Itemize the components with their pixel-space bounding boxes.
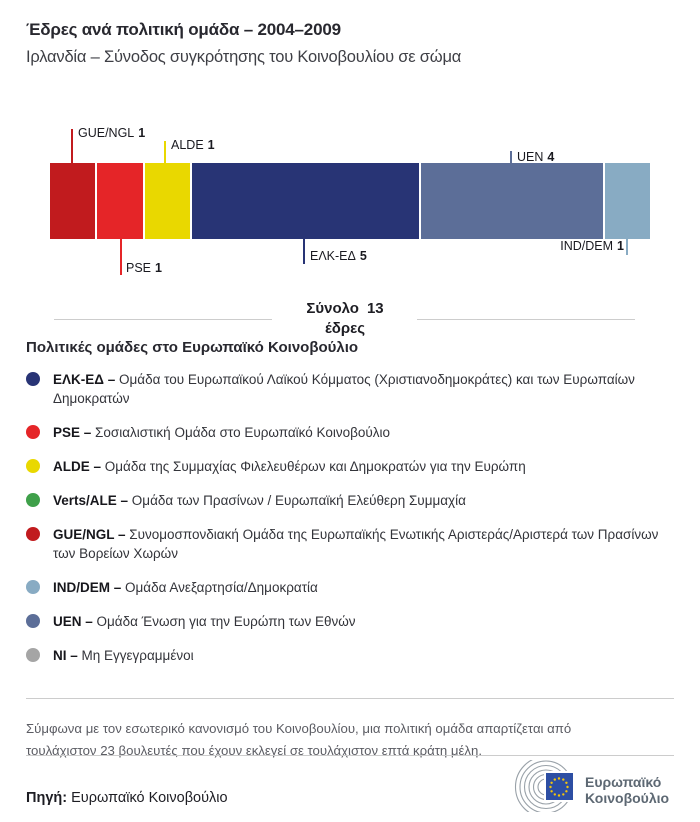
callout-label-uen: UEN 4: [517, 150, 555, 164]
legend-dot-icon: [26, 580, 40, 594]
seat-bar: [50, 163, 650, 239]
callout-tick-pse: [120, 239, 122, 275]
source-line: [26, 790, 228, 806]
legend-item: [26, 578, 666, 597]
legend-desc: Ομάδα της Συμμαχίας Φιλελευθέρων και Δημοκρατών για την Ευρώπη: [101, 459, 526, 474]
callout-label-alde: ALDE 1: [171, 138, 215, 152]
legend-desc: Ομάδα Ανεξαρτησία/Δημοκρατία: [121, 580, 318, 595]
legend-text: [53, 525, 659, 563]
bar-segment-1: [97, 163, 142, 239]
legend-dot-icon: [26, 527, 40, 541]
legend-dot-icon: [26, 648, 40, 662]
legend-code: PSE –: [53, 425, 92, 440]
page-title: Έδρες ανά πολιτική ομάδα – 2004–2009: [26, 20, 341, 39]
callout-label-gue-ngl: GUE/NGL 1: [78, 126, 146, 140]
legend-code: UEN –: [53, 614, 93, 629]
source-value: Ευρωπαϊκό Κοινοβούλιο: [71, 790, 228, 806]
legend-desc: Σοσιαλιστική Ομάδα στο Ευρωπαϊκό Κοινοβούλιο: [91, 425, 391, 440]
legend-text: [53, 646, 194, 665]
logo-text-line1: Ευρωπαϊκό: [585, 774, 662, 790]
legend-code: IND/DEM –: [53, 580, 122, 595]
total-divider-right: [417, 319, 635, 320]
legend-item: [26, 370, 666, 408]
legend-dot-icon: [26, 614, 40, 628]
legend-text: [53, 578, 318, 597]
callout-label-ind-dem: IND/DEM 1: [560, 239, 624, 253]
legend-desc: Συνομοσπονδιακή Ομάδα της Ευρωπαϊκής Ενωτικής Αριστεράς/Αριστερά των Πρασίνων των Βορείων Χωρών: [53, 527, 659, 561]
legend-item: [26, 423, 666, 442]
legend-code: NI –: [53, 648, 78, 663]
callout-label-pse: PSE 1: [126, 261, 162, 275]
footer-divider-top: [26, 698, 674, 699]
legend-text: [53, 457, 526, 476]
legend-item: [26, 457, 666, 476]
legend-code: ALDE –: [53, 459, 102, 474]
legend-list: [26, 370, 666, 680]
legend-item: [26, 491, 666, 510]
bar-segment-0: [50, 163, 95, 239]
callout-tick-ind-dem: [626, 239, 628, 255]
total-divider-left: [54, 319, 272, 320]
legend-dot-icon: [26, 459, 40, 473]
legend-code: GUE/NGL –: [53, 527, 126, 542]
legend-text: [53, 370, 659, 408]
european-parliament-logo: [508, 760, 673, 812]
callout-tick-gue-ngl: [71, 129, 73, 163]
logo-text-line2: Κοινοβούλιο: [585, 790, 670, 806]
page-subtitle: Ιρλανδία – Σύνοδος συγκρότησης του Κοινοβουλίου σε σώμα: [26, 48, 462, 66]
legend-desc: Ομάδα των Πρασίνων / Ευρωπαϊκή Ελεύθερη Συμμαχία: [128, 493, 466, 508]
legend-text: [53, 491, 466, 510]
bar-segment-4: [421, 163, 603, 239]
total-seats: Σύνολο 13 έδρες: [306, 300, 384, 337]
legend-desc: Ομάδα του Ευρωπαϊκού Λαϊκού Κόμματος (Χριστιανοδημοκράτες) και των Ευρωπαίων Δημοκρατών: [53, 372, 635, 406]
callout-tick-uen: [510, 151, 512, 163]
legend-code: Verts/ALE –: [53, 493, 129, 508]
bar-segment-3: [192, 163, 419, 239]
legend-text: [53, 423, 390, 442]
callout-tick-elk-ed: [303, 239, 305, 264]
legend-dot-icon: [26, 372, 40, 386]
eu-flag-icon: [545, 772, 574, 801]
legend-item: [26, 612, 666, 631]
footnote: Σύμφωνα με τον εσωτερικό κανονισμό του Κοινοβουλίου, μια πολιτική ομάδα απαρτίζεται από τουλάχιστον 23 βουλευτές που έχουν εκλεγεί σε τουλάχιστον επτά κράτη μέλη.: [26, 721, 572, 759]
source-label: Πηγή:: [26, 790, 68, 806]
legend-code: ΕΛΚ-ΕΔ –: [53, 372, 116, 387]
legend-desc: Ομάδα Ένωση για την Ευρώπη των Εθνών: [92, 614, 356, 629]
footer-divider-bottom: [26, 755, 674, 756]
callout-label-elk-ed: ΕΛΚ-ΕΔ 5: [310, 249, 367, 263]
legend-dot-icon: [26, 425, 40, 439]
callout-tick-alde: [164, 141, 166, 163]
bar-segment-5: [605, 163, 650, 239]
bar-segment-2: [145, 163, 190, 239]
legend-desc: Μη Εγγεγραμμένοι: [77, 648, 194, 663]
legend-text: [53, 612, 356, 631]
legend-heading: Πολιτικές ομάδες στο Ευρωπαϊκό Κοινοβούλιο: [26, 339, 359, 356]
hemicycle-icon: [508, 760, 673, 812]
legend-item: [26, 646, 666, 665]
legend-dot-icon: [26, 493, 40, 507]
legend-item: [26, 525, 666, 563]
